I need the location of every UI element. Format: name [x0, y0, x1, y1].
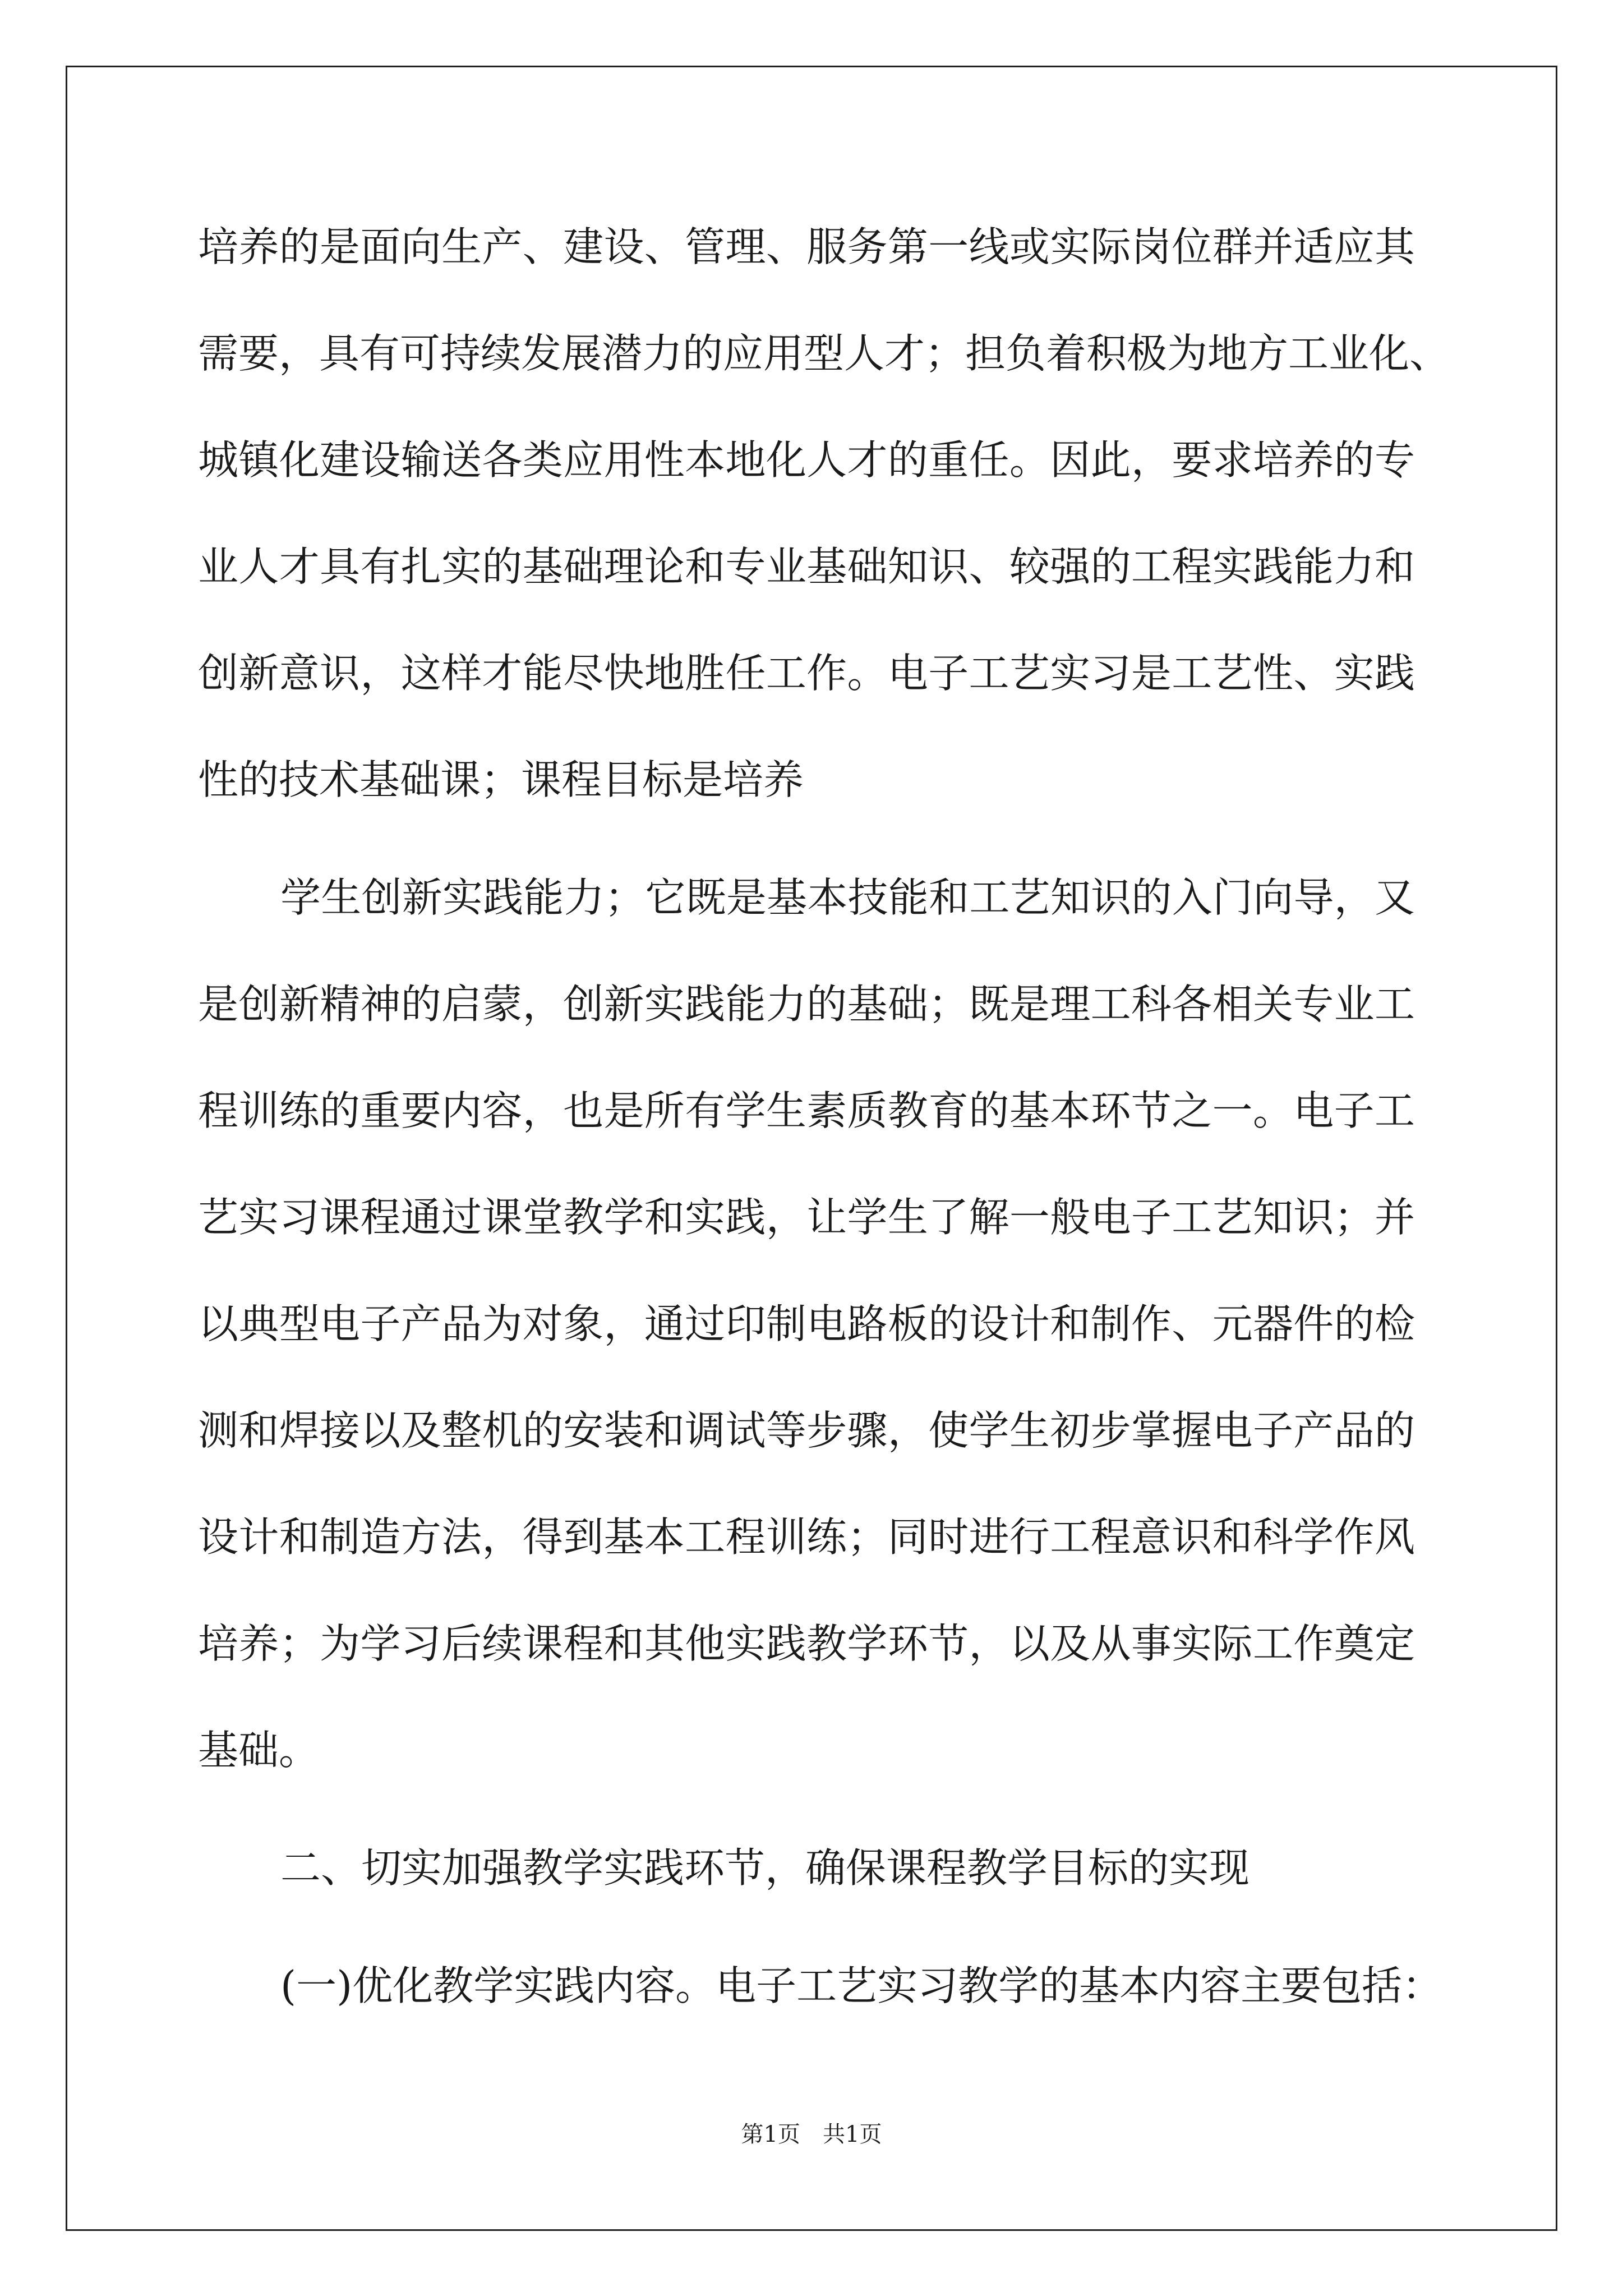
- body-text-line: 以典型电子产品为对象，通过印制电路板的设计和制作、元器件的检: [198, 1300, 1415, 1347]
- body-text-line: 培养的是面向生产、建设、管理、服务第一线或实际岗位群并适应其: [198, 223, 1415, 270]
- body-text-line: 测和焊接以及整机的安装和调试等步骤，使学生初步掌握电子产品的: [198, 1407, 1415, 1454]
- body-text-line: 学生创新实践能力；它既是基本技能和工艺知识的入门向导，又: [280, 874, 1415, 921]
- section-heading: 二、切实加强教学实践环节，确保课程教学目标的实现: [280, 1844, 1250, 1892]
- body-text-line: 创新意识，这样才能尽快地胜任工作。电子工艺实习是工艺性、实践: [198, 650, 1415, 697]
- page-footer: 第1页 共1页: [741, 2122, 882, 2147]
- body-text-line: 需要，具有可持续发展潜力的应用型人才；担负着积极为地方工业化、: [198, 330, 1450, 377]
- body-text-line: 是创新精神的启蒙，创新实践能力的基础；既是理工科各相关专业工: [198, 981, 1415, 1028]
- body-text-line: (一)优化教学实践内容。电子工艺实习教学的基本内容主要包括：: [280, 1962, 1443, 2009]
- body-text-line: 性的技术基础课；课程目标是培养: [198, 756, 804, 803]
- body-text-line: 培养；为学习后续课程和其他实践教学环节，以及从事实际工作奠定: [198, 1620, 1415, 1667]
- body-text-line: 设计和制造方法，得到基本工程训练；同时进行工程意识和科学作风: [198, 1513, 1415, 1561]
- body-text-line: 基础。: [198, 1727, 320, 1774]
- body-text-line: 艺实习课程通过课堂教学和实践，让学生了解一般电子工艺知识；并: [198, 1194, 1415, 1241]
- page-border: [66, 66, 1557, 2231]
- body-text-line: 业人才具有扎实的基础理论和专业基础知识、较强的工程实践能力和: [198, 543, 1415, 590]
- body-text-line: 城镇化建设输送各类应用性本地化人才的重任。因此，要求培养的专: [198, 436, 1415, 484]
- body-text-line: 程训练的重要内容，也是所有学生素质教育的基本环节之一。电子工: [198, 1087, 1415, 1134]
